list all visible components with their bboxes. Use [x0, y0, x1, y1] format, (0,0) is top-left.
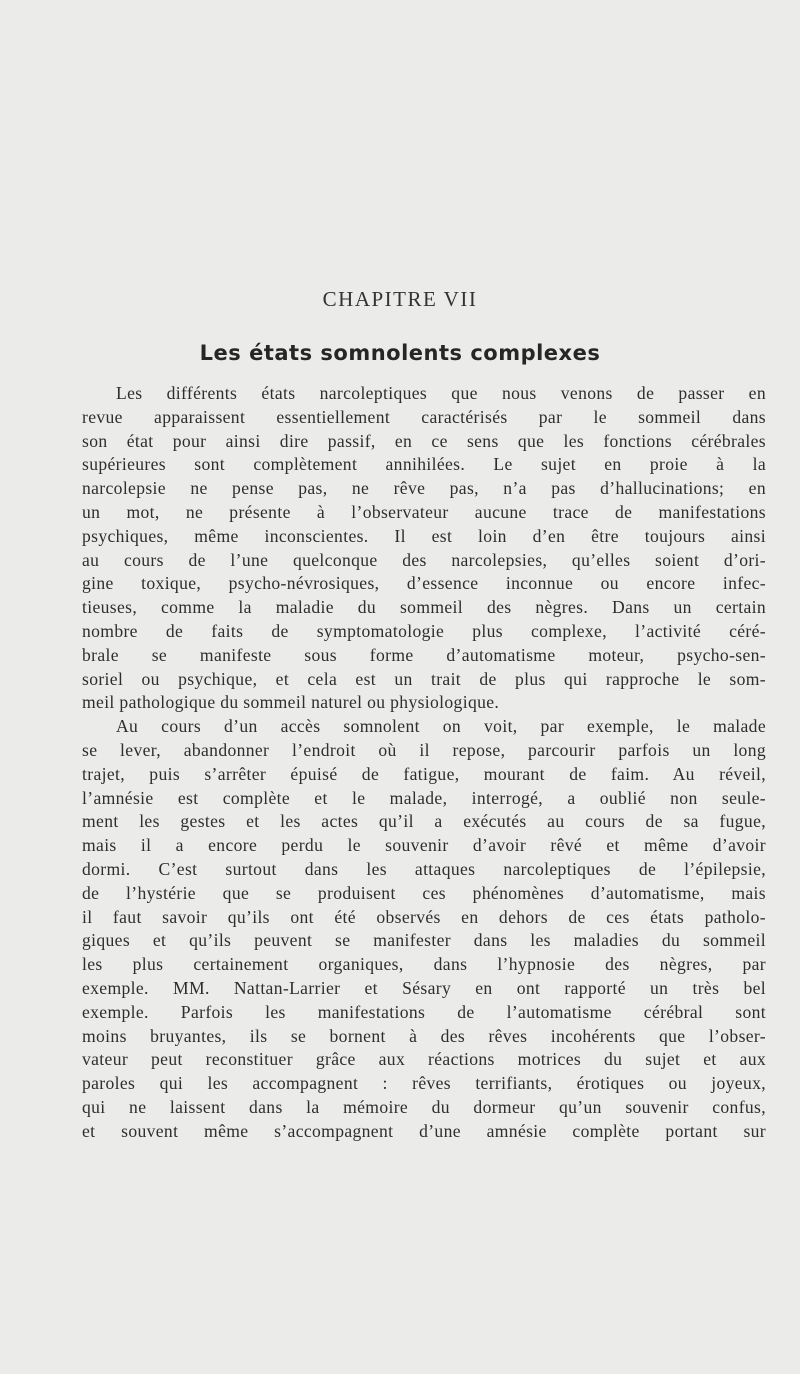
text-line: qui ne laissent dans la mémoire du dormeur qu’un souvenir confus, [82, 1096, 766, 1117]
text-line: se lever, abandonner l’endroit où il repose, parcourir parfois un long [82, 739, 766, 760]
text-line: nombre de faits de symptomatologie plus complexe, l’activité céré- [82, 620, 766, 641]
text-line: Les différents états narcoleptiques que nous venons de passer en [116, 383, 766, 403]
text-line: dormi. C’est surtout dans les attaques narcoleptiques de l’épilepsie, [82, 858, 766, 879]
text-line: les plus certainement organiques, dans l’hypnosie des nègres, par [82, 954, 766, 975]
text-line: vateur peut reconstituer grâce aux réactions motrices du sujet et aux [82, 1049, 766, 1070]
text-line: son état pour ainsi dire passif, en ce sens que les fonctions cérébrales [82, 430, 766, 451]
text-line: revue apparaissent essentiellement caractérisés par le sommeil dans [82, 406, 766, 427]
paragraph [82, 382, 766, 715]
text-line: moins bruyantes, ils se bornent à des rêves incohérents que l’obser- [82, 1025, 766, 1046]
text-line: exemple. MM. Nattan-Larrier et Sésary en ont rapporté un très bel [82, 977, 766, 998]
text-line: un mot, ne présente à l’observateur aucune trace de manifestations [82, 501, 766, 522]
text-line: brale se manifeste sous forme d’automatisme moteur, psycho-sen- [82, 644, 766, 665]
body-text [82, 382, 766, 1144]
text-line: gine toxique, psycho-névrosiques, d’essence inconnue ou encore infec- [82, 573, 766, 594]
text-line: meil pathologique du sommeil naturel ou physiologique. [82, 692, 500, 713]
text-line: psychiques, même inconscientes. Il est loin d’en être toujours ainsi [82, 525, 766, 546]
text-line: tieuses, comme la maladie du sommeil des nègres. Dans un certain [82, 597, 766, 618]
text-line: exemple. Parfois les manifestations de l’automatisme cérébral sont [82, 1001, 766, 1022]
text-line: il faut savoir qu’ils ont été observés en dehors de ces états patholo- [82, 906, 766, 927]
chapter-title: Les états somnolents complexes [199, 341, 601, 365]
text-line: paroles qui les accompagnent : rêves terrifiants, érotiques ou joyeux, [82, 1073, 766, 1094]
text-line: et souvent même s’accompagnent d’une amnésie complète portant sur [82, 1120, 766, 1141]
text-line: narcolepsie ne pense pas, ne rêve pas, n’a pas d’hallucinations; en [82, 478, 766, 499]
text-line: l’amnésie est complète et le malade, interrogé, a oublié non seule- [82, 787, 766, 808]
text-line: au cours de l’une quelconque des narcolepsies, qu’elles soient d’ori- [82, 549, 766, 570]
text-line: supérieures sont complètement annihilées. Le sujet en proie à la [82, 454, 766, 475]
text-line: soriel ou psychique, et cela est un trait de plus qui rapproche le som- [82, 668, 766, 689]
text-line: mais il a encore perdu le souvenir d’avoir rêvé et même d’avoir [82, 835, 766, 856]
text-line: de l’hystérie que se produisent ces phénomènes d’automatisme, mais [82, 882, 766, 903]
text-line: ment les gestes et les actes qu’il a exécutés au cours de sa fugue, [82, 811, 766, 832]
text-line: trajet, puis s’arrêter épuisé de fatigue, mourant de faim. Au réveil, [82, 763, 766, 784]
paragraph [82, 715, 766, 1143]
text-line: giques et qu’ils peuvent se manifester dans les maladies du sommeil [82, 930, 766, 951]
text-line: Au cours d’un accès somnolent on voit, par exemple, le malade [116, 716, 766, 737]
chapter-heading: CHAPITRE VII [322, 287, 478, 311]
